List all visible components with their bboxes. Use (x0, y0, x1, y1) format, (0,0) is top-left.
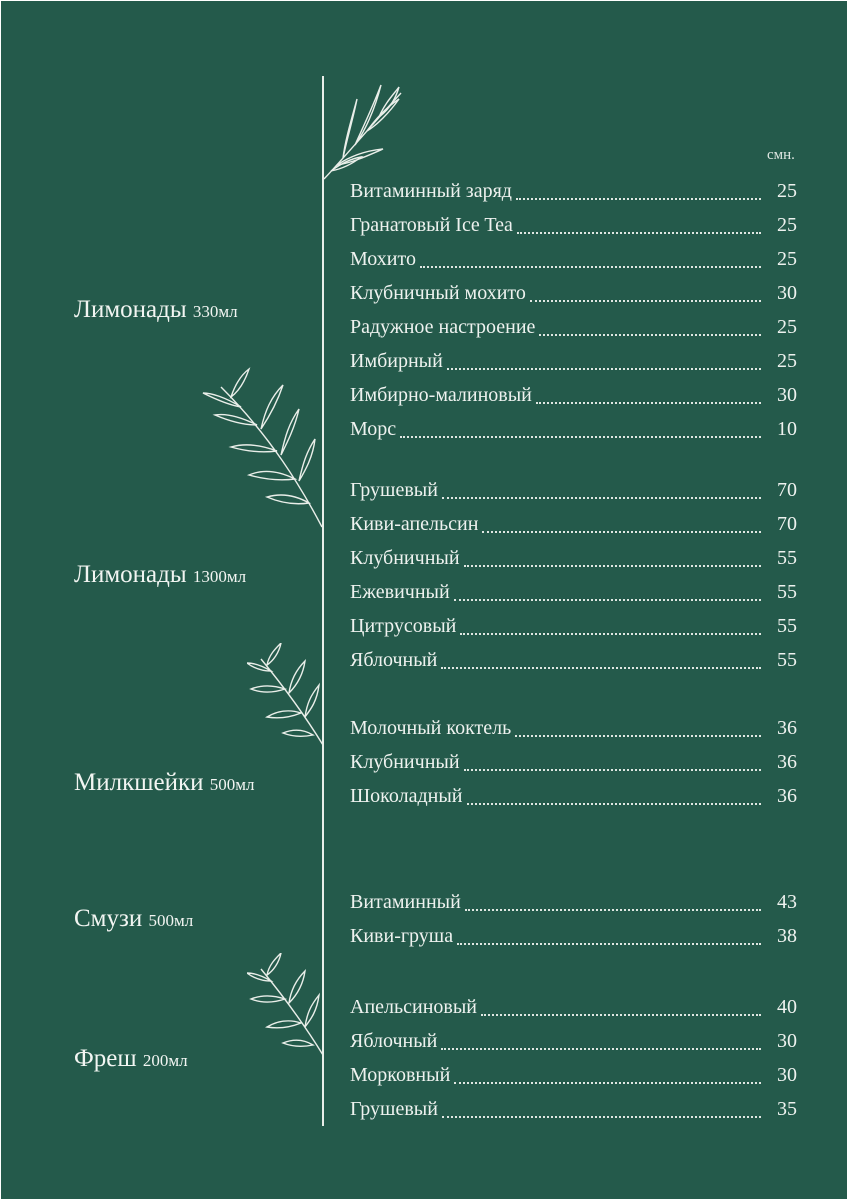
category-title: Смузи (74, 905, 143, 932)
item-name: Радужное настроение (350, 316, 536, 338)
dot-leader (441, 1048, 761, 1050)
item-price: 30 (777, 282, 797, 304)
dot-leader (467, 803, 761, 805)
currency-label: смн. (767, 147, 795, 163)
dot-leader (442, 497, 761, 499)
category-volume: 1300мл (192, 567, 247, 586)
item-price: 55 (777, 581, 797, 603)
menu-item (350, 513, 797, 539)
category-heading (74, 561, 246, 589)
item-price: 10 (777, 418, 797, 440)
menu-item (350, 751, 797, 777)
item-price: 25 (777, 214, 797, 236)
item-name: Грушевый (350, 479, 438, 501)
item-price: 36 (777, 751, 797, 773)
leaf-branch-icon (247, 953, 325, 1059)
menu-item (350, 785, 797, 811)
item-price: 38 (777, 925, 797, 947)
category-volume: 200мл (142, 1051, 188, 1070)
item-price: 25 (777, 180, 797, 202)
dot-leader (454, 599, 761, 601)
category-volume: 500мл (209, 775, 255, 794)
item-name: Клубничный мохито (350, 282, 526, 304)
item-name: Имбирно-малиновый (350, 384, 532, 406)
item-name: Клубничный (350, 547, 460, 569)
item-name: Молочный коктель (350, 717, 512, 739)
category-heading (74, 905, 193, 933)
item-name: Яблочный (350, 1030, 438, 1052)
menu-page (1, 1, 847, 1199)
item-name: Клубничный (350, 751, 460, 773)
dot-leader (457, 943, 761, 945)
item-name: Цитрусовый (350, 615, 457, 637)
menu-item (350, 547, 797, 573)
category-heading (74, 769, 254, 797)
dot-leader (442, 1116, 761, 1118)
menu-item (350, 1030, 797, 1056)
item-name: Шоколадный (350, 785, 463, 807)
category-heading (74, 1045, 188, 1073)
menu-item (350, 1098, 797, 1124)
dot-leader (465, 909, 761, 911)
dot-leader (447, 368, 761, 370)
leaf-branch-icon (201, 367, 325, 533)
dot-leader (536, 402, 761, 404)
item-price: 55 (777, 615, 797, 637)
menu-item (350, 316, 797, 342)
item-price: 35 (777, 1098, 797, 1120)
item-price: 25 (777, 316, 797, 338)
item-name: Витаминный (350, 891, 461, 913)
dot-leader (420, 266, 761, 268)
item-price: 25 (777, 248, 797, 270)
category-volume: 330мл (192, 302, 238, 321)
dot-leader (482, 531, 761, 533)
menu-item (350, 418, 797, 444)
leaf-branch-icon (323, 79, 405, 183)
item-price: 43 (777, 891, 797, 913)
dot-leader (539, 334, 761, 336)
menu-item (350, 384, 797, 410)
item-name: Морс (350, 418, 397, 440)
item-price: 25 (777, 350, 797, 372)
category-title: Лимонады (74, 561, 187, 588)
menu-item (350, 180, 797, 206)
item-name: Гранатовый Ice Tea (350, 214, 513, 236)
dot-leader (516, 198, 761, 200)
item-name: Витаминный заряд (350, 180, 512, 202)
dot-leader (481, 1014, 761, 1016)
dot-leader (400, 436, 761, 438)
category-volume: 500мл (148, 911, 194, 930)
dot-leader (517, 232, 761, 234)
item-name: Ежевичный (350, 581, 450, 603)
item-name: Мохито (350, 248, 416, 270)
item-price: 70 (777, 513, 797, 535)
menu-item (350, 282, 797, 308)
item-price: 55 (777, 649, 797, 671)
menu-item (350, 925, 797, 951)
dot-leader (530, 300, 761, 302)
item-name: Киви-апельсин (350, 513, 479, 535)
dot-leader (441, 667, 761, 669)
category-title: Милкшейки (74, 769, 204, 796)
leaf-branch-icon (247, 643, 325, 749)
menu-item (350, 350, 797, 376)
menu-item (350, 615, 797, 641)
menu-item (350, 717, 797, 743)
item-price: 55 (777, 547, 797, 569)
menu-item (350, 1064, 797, 1090)
item-name: Яблочный (350, 649, 438, 671)
item-name: Грушевый (350, 1098, 438, 1120)
item-name: Киви-груша (350, 925, 454, 947)
menu-item (350, 214, 797, 240)
item-price: 40 (777, 996, 797, 1018)
item-price: 36 (777, 785, 797, 807)
item-name: Морковный (350, 1064, 451, 1086)
menu-item (350, 248, 797, 274)
menu-item (350, 649, 797, 675)
item-name: Имбирный (350, 350, 443, 372)
item-price: 70 (777, 479, 797, 501)
item-price: 30 (777, 1030, 797, 1052)
dot-leader (460, 633, 761, 635)
menu-item (350, 996, 797, 1022)
item-price: 36 (777, 717, 797, 739)
category-heading (74, 296, 238, 324)
item-price: 30 (777, 1064, 797, 1086)
dot-leader (515, 735, 761, 737)
category-title: Лимонады (74, 296, 187, 323)
menu-item (350, 581, 797, 607)
dot-leader (464, 769, 761, 771)
category-title: Фреш (74, 1045, 137, 1072)
menu-item (350, 479, 797, 505)
dot-leader (454, 1082, 761, 1084)
dot-leader (464, 565, 761, 567)
menu-item (350, 891, 797, 917)
item-price: 30 (777, 384, 797, 406)
item-name: Апельсиновый (350, 996, 477, 1018)
